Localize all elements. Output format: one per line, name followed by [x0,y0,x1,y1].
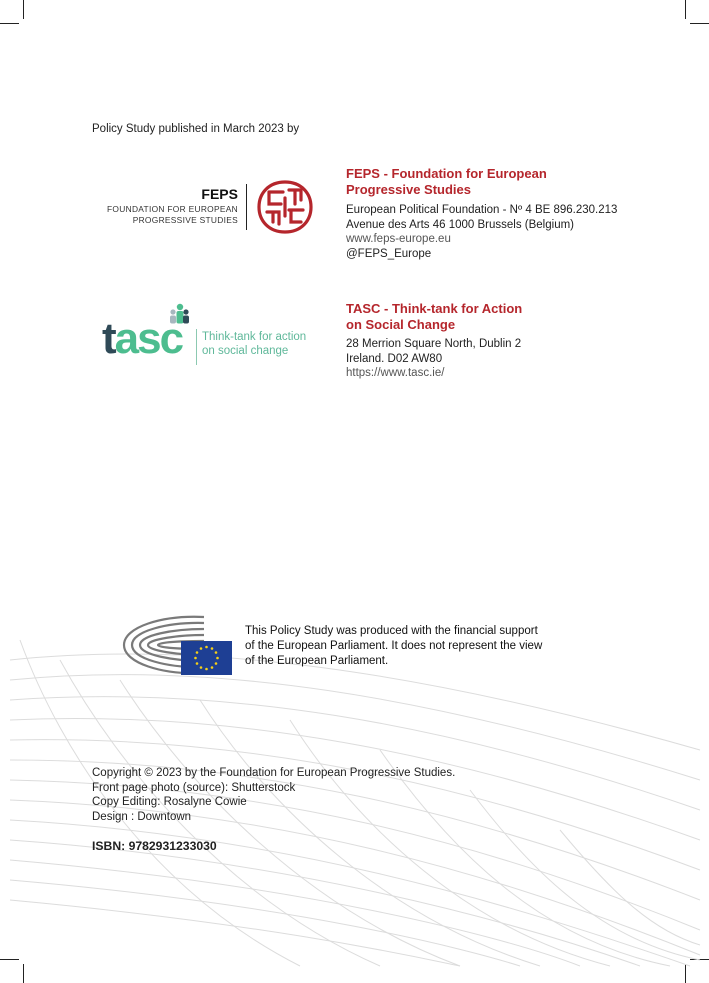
tasc-title [346,301,522,332]
tasc-logo-word [102,315,182,363]
feps-logo-subtitle-line1: FOUNDATION FOR EUROPEAN [107,204,238,214]
ep-support-line3: of the European Parliament. [245,654,389,667]
feps-twitter-handle[interactable]: @FEPS_Europe [346,247,432,260]
tasc-address-line2: Ireland. D02 AW80 [346,352,443,365]
crop-mark-top-right-v [685,0,686,19]
publication-note: Policy Study published in March 2023 by [92,123,300,135]
tasc-website-link[interactable]: https://www.tasc.ie/ [346,367,445,380]
tasc-title-line1: TASC - Think-tank for Action [346,301,523,316]
feps-logo-word: FEPS [201,186,238,202]
tasc-logo-divider [196,329,197,365]
photo-credit-line: Front page photo (source): Shutterstock [92,781,296,794]
feps-title-line1: FEPS - Foundation for European [346,166,547,181]
tasc-logo [102,303,317,368]
credits-block [92,766,455,824]
ep-support-line2: of the European Parliament. It does not represent the view [245,639,543,652]
design-credit-line: Design : Downtown [92,810,192,823]
tasc-contact-info [346,337,521,381]
ep-support-statement [245,624,542,668]
crop-mark-top-right-h [690,23,709,24]
tasc-title-line2: on Social Change [346,316,456,332]
feps-logo-subtitle-line2: PROGRESSIVE STUDIES [132,215,238,225]
tasc-logo-letters-asc: asc [114,314,183,363]
feps-logo [92,178,320,238]
isbn-number: ISBN: 9782931233030 [92,839,217,853]
tasc-logo-letter-t: t [102,314,115,363]
feps-title-line2: Progressive Studies [346,181,471,197]
feps-website-link[interactable]: www.feps-europe.eu [346,233,451,246]
feps-contact-info [346,203,617,261]
feps-title [346,166,547,197]
ep-support-line1: This Policy Study was produced with the financial support [245,625,538,637]
tasc-logo-tagline-line2: on social change [202,345,289,357]
crop-mark-top-left-v [23,0,24,19]
feps-address-line1: European Political Foundation - Nº 4 BE 896.230.213 [346,204,618,216]
copyright-line: Copyright © 2023 by the Foundation for European Progressive Studies. [92,767,456,779]
eu-flag-icon [181,641,232,675]
feps-address-line2: Avenue des Arts 46 1000 Brussels (Belgium) [346,218,574,231]
feps-emblem-icon [255,178,315,236]
tasc-address-line1: 28 Merrion Square North, Dublin 2 [346,338,522,350]
crop-mark-top-left-h [0,23,19,24]
tasc-logo-tagline-line1: Think-tank for action [202,331,307,343]
feps-logo-divider [246,184,247,230]
copy-editing-line: Copy Editing: Rosalyne Cowie [92,796,247,809]
